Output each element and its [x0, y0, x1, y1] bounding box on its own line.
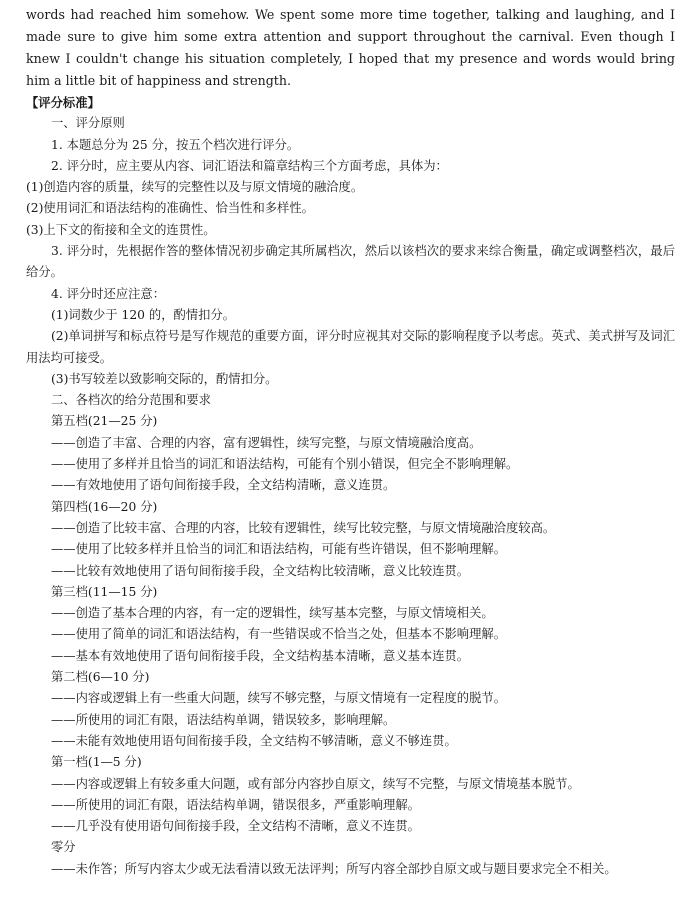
principle-item-2-sub-2: (2)使用词汇和语法结构的准确性、恰当性和多样性。 — [26, 201, 314, 216]
band-1-line: ——内容或逻辑上有较多重大问题，或有部分内容抄自原文，续写不完整，与原文情境基本脱节。 — [51, 776, 580, 791]
principle-item-4: 4. 评分时还应注意： — [51, 286, 166, 301]
band-5-line: ——创造了丰富、合理的内容，富有逻辑性，续写完整，与原文情境融洽度高。 — [51, 435, 482, 450]
principle-item-2: 2. 评分时，应主要从内容、词汇语法和篇章结构三个方面考虑，具体为： — [51, 158, 448, 173]
band-2-line: ——未能有效地使用语句间衔接手段，全文结构不够清晰，意义不够连贯。 — [51, 733, 457, 748]
band-4-line: ——创造了比较丰富、合理的内容，比较有逻辑性，续写比较完整，与原文情境融洽度较高。 — [51, 520, 556, 535]
band-3-line: ——创造了基本合理的内容，有一定的逻辑性，续写基本完整，与原文情境相关。 — [51, 606, 494, 621]
band-3-line: ——基本有效地使用了语句间衔接手段，全文结构基本清晰，意义基本连贯。 — [51, 648, 470, 663]
principle-item-4-sub-3: (3)书写较差以致影响交际的，酌情扣分。 — [51, 371, 278, 386]
principle-item-2-sub-3: (3)上下文的衔接和全文的连贯性。 — [26, 222, 216, 237]
principle-item-2-sub-1: (1)创造内容的质量，续写的完整性以及与原文情境的融洽度。 — [26, 180, 364, 195]
band-2-title: 第二档(6—10 分) — [51, 670, 150, 685]
band-5-line: ——有效地使用了语句间衔接手段，全文结构清晰，意义连贯。 — [51, 478, 396, 493]
band-4-line: ——比较有效地使用了语句间衔接手段，全文结构比较清晰，意义比较连贯。 — [51, 563, 470, 578]
band-2-line: ——所使用的词汇有限，语法结构单调，错误较多，影响理解。 — [51, 712, 396, 727]
principle-item-1: 1. 本题总分为 25 分，按五个档次进行评分。 — [51, 137, 300, 152]
bands-heading: 二、各档次的给分范围和要求 — [51, 393, 211, 408]
band-2-line: ——内容或逻辑上有一些重大问题，续写不够完整，与原文情境有一定程度的脱节。 — [51, 691, 506, 706]
essay-ending-paragraph: words had reached him somehow. We spent some more time together, talking and laughing, and I made sure to give him some extra attention and support throughout the carnival. Even though I knew I couldn't change his situation completely, I hoped that my presence and words would bring him a little bit of happiness and strength. — [26, 7, 675, 88]
band-5-line: ——使用了多样并且恰当的词汇和语法结构，可能有个别小错误，但完全不影响理解。 — [51, 457, 519, 472]
band-1-line: ——几乎没有使用语句间衔接手段，全文结构不清晰，意义不连贯。 — [51, 819, 420, 834]
band-3-title: 第三档(11—15 分) — [51, 584, 158, 599]
principles-heading: 一、评分原则 — [51, 116, 125, 131]
band-5-title: 第五档(21—25 分) — [51, 414, 158, 429]
band-3-line: ——使用了简单的词汇和语法结构，有一些错误或不恰当之处，但基本不影响理解。 — [51, 627, 506, 642]
principle-item-3: 3. 评分时，先根据作答的整体情况初步确定其所属档次，然后以该档次的要求来综合衡量，确定或调整档次，最后给分。 — [26, 244, 675, 280]
principle-item-4-sub-1: (1)词数少于 120 的，酌情扣分。 — [51, 307, 235, 322]
rubric-title: 【评分标准】 — [26, 95, 100, 110]
principle-item-4-sub-2: (2)单词拼写和标点符号是写作规范的重要方面，评分时应视其对交际的影响程度予以考虑。英式、美式拼写及词汇用法均可接受。 — [26, 329, 675, 365]
band-zero-text: ——未作答；所写内容太少或无法看清以致无法评判；所写内容全部抄自原文或与题目要求完全不相关。 — [51, 861, 617, 876]
band-4-title: 第四档(16—20 分) — [51, 499, 158, 514]
band-zero-title: 零分 — [51, 840, 76, 855]
band-1-title: 第一档(1—5 分) — [51, 755, 142, 770]
band-1-line: ——所使用的词汇有限，语法结构单调，错误很多，严重影响理解。 — [51, 797, 420, 812]
band-4-line: ——使用了比较多样并且恰当的词汇和语法结构，可能有些许错误，但不影响理解。 — [51, 542, 506, 557]
